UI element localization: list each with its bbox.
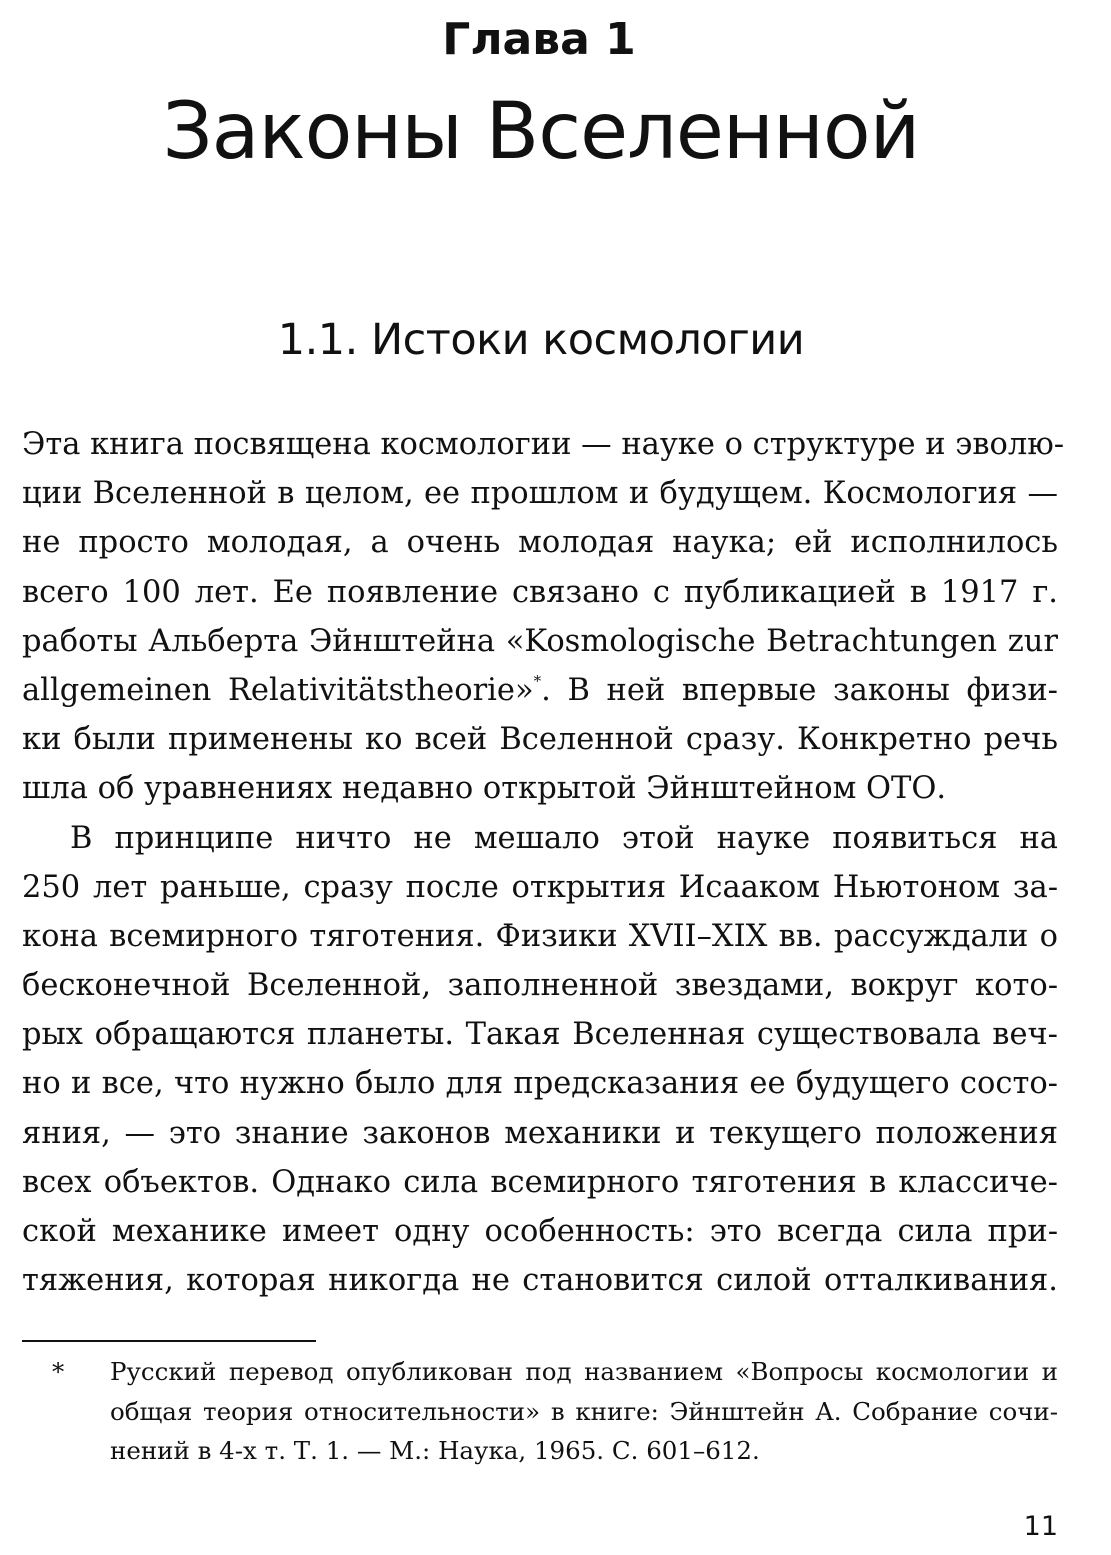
text-line: ки были применены ко всей Вселенной сразу. Конкретно речь bbox=[22, 722, 1058, 758]
text-line: рых обращаются планеты. Такая Вселенная существовала веч- bbox=[22, 1017, 1058, 1053]
text-line: яния, — это знание законов механики и текущего положения bbox=[22, 1115, 1058, 1151]
chapter-label: Глава 1 bbox=[442, 14, 636, 65]
text-line: 250 лет раньше, сразу после открытия Исааком Ньютоном за- bbox=[22, 869, 1058, 905]
body-text bbox=[22, 420, 1065, 1305]
paragraph-2 bbox=[22, 814, 1058, 1306]
footnote-text bbox=[110, 1352, 1058, 1471]
text-line: всех объектов. Однако сила всемирного тяготения в классиче- bbox=[22, 1164, 1058, 1200]
text-line: бесконечной Вселенной, заполненной звездами, вокруг кото- bbox=[22, 968, 1058, 1004]
section-title: 1.1. Истоки космологии bbox=[277, 315, 805, 365]
footnote-line: нений в 4-х т. Т. 1. — М.: Наука, 1965. С. 601–612. bbox=[110, 1436, 760, 1465]
text-segment: . В ней впервые законы физи- bbox=[541, 672, 1058, 708]
text-line: но и все, что нужно было для предсказания ее будущего состо- bbox=[22, 1066, 1058, 1102]
footnote-mark: * bbox=[52, 1357, 65, 1386]
text-segment: allgemeinen Relativitätstheorie» bbox=[22, 672, 534, 708]
text-line: тяжения, которая никогда не становится силой отталкивания. bbox=[22, 1263, 1058, 1299]
text-line: ской механике имеет одну особенность: это всегда сила при- bbox=[22, 1214, 1058, 1249]
text-line: всего 100 лет. Ее появление связано с публикацией в 1917 г. bbox=[22, 574, 1058, 610]
text-line: Эта книга посвящена космологии — науке о структуре и эволю- bbox=[22, 427, 1065, 462]
text-line: не просто молодая, а очень молодая наука; ей исполнилось bbox=[22, 525, 1058, 561]
footnote-divider bbox=[22, 1340, 316, 1342]
page-number: 11 bbox=[1023, 1511, 1058, 1542]
chapter-title: Законы Вселенной bbox=[162, 87, 920, 177]
paragraph-1 bbox=[22, 420, 1065, 814]
footnote-line: Русский перевод опубликован под названием «Вопросы космологии и bbox=[110, 1357, 1058, 1386]
text-line: работы Альберта Эйнштейна «Kosmologische Betrachtungen zur bbox=[22, 623, 1058, 659]
footnote-reference[interactable]: * bbox=[533, 671, 542, 690]
text-line: В принципе ничто не мешало этой науке появиться на bbox=[70, 820, 1058, 856]
text-line: ции Вселенной в целом, ее прошлом и будущем. Космология — bbox=[22, 476, 1058, 512]
text-line: шла об уравнениях недавно открытой Эйнштейном ОТО. bbox=[22, 771, 947, 807]
footnote-line: общая теория относительности» в книге: Эйнштейн А. Собрание сочи- bbox=[110, 1396, 1058, 1426]
text-line: кона всемирного тяготения. Физики XVII–XIX вв. рассуждали о bbox=[22, 918, 1058, 954]
text-line-with-footnote bbox=[22, 666, 1058, 715]
